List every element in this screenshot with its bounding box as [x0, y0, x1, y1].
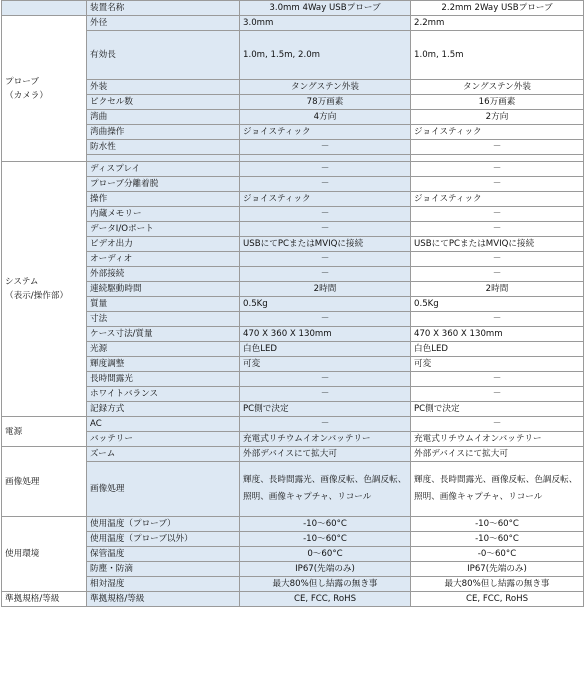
- table-row: [2, 372, 584, 387]
- row-label: 連続駆動時間: [87, 282, 240, 297]
- row-label: 外装: [87, 80, 240, 95]
- row-value-1: 輝度、長時間露光、画像反転、色調反転、照明、画像キャプチャ、リコール: [240, 462, 411, 517]
- row-label: バッテリー: [87, 432, 240, 447]
- row-value-2: －: [411, 140, 584, 155]
- row-value-1: －: [240, 162, 411, 177]
- row-value-2: 1.0m, 1.5m: [411, 31, 584, 80]
- row-value-1: 0～60°C: [240, 547, 411, 562]
- table-row: [2, 237, 584, 252]
- row-label: 準拠規格/等級: [87, 592, 240, 607]
- row-value-2: PC側で決定: [411, 402, 584, 417]
- row-value-1: －: [240, 417, 411, 432]
- row-label: 外径: [87, 16, 240, 31]
- row-value-2: 白色LED: [411, 342, 584, 357]
- row-value-2: 470 X 360 X 130mm: [411, 327, 584, 342]
- table-row: [2, 252, 584, 267]
- row-value-2: －: [411, 372, 584, 387]
- row-value-1: CE, FCC, RoHS: [240, 592, 411, 607]
- table-row: [2, 177, 584, 192]
- row-value-1: －: [240, 207, 411, 222]
- row-value-2: －: [411, 162, 584, 177]
- row-label: 画像処理: [87, 462, 240, 517]
- category-system: システム （表示/操作部）: [2, 162, 87, 417]
- row-value-1: 78万画素: [240, 95, 411, 110]
- row-value-2: 最大80%但し結露の無き事: [411, 577, 584, 592]
- row-value-1: 4方向: [240, 110, 411, 125]
- row-value-1: 白色LED: [240, 342, 411, 357]
- row-value-1: －: [240, 267, 411, 282]
- row-label: 長時間露光: [87, 372, 240, 387]
- row-value-2: －: [411, 417, 584, 432]
- table-row: [2, 297, 584, 312]
- row-value-1: タングステン外装: [240, 80, 411, 95]
- row-value-2: －: [411, 207, 584, 222]
- row-value-1: IP67(先端のみ): [240, 562, 411, 577]
- table-row: [2, 31, 584, 80]
- row-value-2: 16万画素: [411, 95, 584, 110]
- row-label: 質量: [87, 297, 240, 312]
- table-row: [2, 532, 584, 547]
- row-value-2: IP67(先端のみ): [411, 562, 584, 577]
- row-label: 保管温度: [87, 547, 240, 562]
- table-row: [2, 432, 584, 447]
- table-row: [2, 125, 584, 140]
- row-value-1: 470 X 360 X 130mm: [240, 327, 411, 342]
- row-value-1: －: [240, 252, 411, 267]
- table-row: [2, 162, 584, 177]
- row-value-2: ジョイスティック: [411, 192, 584, 207]
- table-row: [2, 207, 584, 222]
- row-label: プローブ分離着脱: [87, 177, 240, 192]
- row-value-1: 充電式リチウムイオンバッテリー: [240, 432, 411, 447]
- row-label: ディスプレイ: [87, 162, 240, 177]
- row-value-1: －: [240, 177, 411, 192]
- row-label: 外部接続: [87, 267, 240, 282]
- row-label: 輝度調整: [87, 357, 240, 372]
- row-value-2: -0～60°C: [411, 547, 584, 562]
- table-row: [2, 387, 584, 402]
- table-row: [2, 517, 584, 532]
- row-value-2: CE, FCC, RoHS: [411, 592, 584, 607]
- row-label: 防水性: [87, 140, 240, 155]
- table-row: [2, 95, 584, 110]
- row-value-1: －: [240, 140, 411, 155]
- header-model-1: 3.0mm 4Way USBプローブ: [240, 1, 411, 16]
- table-row: [2, 110, 584, 125]
- table-row: [2, 282, 584, 297]
- table-row: [2, 417, 584, 432]
- row-value-1: ジョイスティック: [240, 125, 411, 140]
- table-row: [2, 357, 584, 372]
- table-row: [2, 16, 584, 31]
- table-row: [2, 80, 584, 95]
- row-value-1: ジョイスティック: [240, 192, 411, 207]
- table-row: [2, 327, 584, 342]
- row-value-2: 2時間: [411, 282, 584, 297]
- row-value-1: －: [240, 372, 411, 387]
- row-value-1: 最大80%但し結露の無き事: [240, 577, 411, 592]
- row-value-1: －: [240, 387, 411, 402]
- row-value-1: 外部デバイスにて拡大可: [240, 447, 411, 462]
- table-row: [2, 402, 584, 417]
- row-value-2: -10～60°C: [411, 517, 584, 532]
- row-value-2: －: [411, 312, 584, 327]
- category-env: 使用環境: [2, 517, 87, 592]
- row-value-1: －: [240, 222, 411, 237]
- table-row: [2, 312, 584, 327]
- row-value-2: 外部デバイスにて拡大可: [411, 447, 584, 462]
- header-model-2: 2.2mm 2Way USBプローブ: [411, 1, 584, 16]
- row-label: オーディオ: [87, 252, 240, 267]
- row-value-2: －: [411, 252, 584, 267]
- row-value-1: 0.5Kg: [240, 297, 411, 312]
- row-label: 内蔵メモリー: [87, 207, 240, 222]
- row-value-2: 2.2mm: [411, 16, 584, 31]
- table-row: [2, 547, 584, 562]
- row-label: 使用温度（プローブ以外）: [87, 532, 240, 547]
- table-row: [2, 562, 584, 577]
- row-value-2: タングステン外装: [411, 80, 584, 95]
- header-label: 装置名称: [87, 1, 240, 16]
- row-value-2: USBにてPCまたはMVIQに接続: [411, 237, 584, 252]
- row-value-1: -10～60°C: [240, 532, 411, 547]
- row-value-2: －: [411, 177, 584, 192]
- table-row: [2, 592, 584, 607]
- row-value-2: －: [411, 267, 584, 282]
- table-row: [2, 192, 584, 207]
- row-label: ケース寸法/質量: [87, 327, 240, 342]
- row-label: ビデオ出力: [87, 237, 240, 252]
- category-image: 画像処理: [2, 447, 87, 517]
- row-label: データI/Oポート: [87, 222, 240, 237]
- row-value-1: -10～60°C: [240, 517, 411, 532]
- row-label: 操作: [87, 192, 240, 207]
- row-value-2: 0.5Kg: [411, 297, 584, 312]
- table-row: [2, 1, 584, 16]
- row-value-1: 3.0mm: [240, 16, 411, 31]
- table-row: [2, 462, 584, 517]
- table-row: [2, 267, 584, 282]
- spec-table: [1, 0, 584, 607]
- row-label: 有効長: [87, 31, 240, 80]
- table-row: [2, 155, 584, 162]
- row-label: ズーム: [87, 447, 240, 462]
- row-value-1: USBにてPCまたはMVIQに接続: [240, 237, 411, 252]
- row-label: ピクセル数: [87, 95, 240, 110]
- row-value-2: 2方向: [411, 110, 584, 125]
- row-label: 相対湿度: [87, 577, 240, 592]
- row-value-1: 2時間: [240, 282, 411, 297]
- row-value-2: 可変: [411, 357, 584, 372]
- table-row: [2, 577, 584, 592]
- row-label: AC: [87, 417, 240, 432]
- row-label: 湾曲操作: [87, 125, 240, 140]
- table-row: [2, 447, 584, 462]
- row-value-1: 1.0m, 1.5m, 2.0m: [240, 31, 411, 80]
- row-label: ホワイトバランス: [87, 387, 240, 402]
- row-label: 防塵・防滴: [87, 562, 240, 577]
- row-value-1: －: [240, 312, 411, 327]
- row-value-2: －: [411, 387, 584, 402]
- row-label: 記録方式: [87, 402, 240, 417]
- category-power: 電源: [2, 417, 87, 447]
- table-row: [2, 222, 584, 237]
- row-value-1: 可変: [240, 357, 411, 372]
- row-value-2: ジョイスティック: [411, 125, 584, 140]
- table-row: [2, 140, 584, 155]
- category-standard: 準拠規格/等級: [2, 592, 87, 607]
- row-label: 寸法: [87, 312, 240, 327]
- row-label: 使用温度（プローブ）: [87, 517, 240, 532]
- category-probe: プローブ （カメラ）: [2, 16, 87, 162]
- row-value-2: －: [411, 222, 584, 237]
- row-value-2: 輝度、長時間露光、画像反転、色調反転、照明、画像キャプチャ、リコール: [411, 462, 584, 517]
- row-label: 光源: [87, 342, 240, 357]
- row-value-1: PC側で決定: [240, 402, 411, 417]
- row-value-2: 充電式リチウムイオンバッテリー: [411, 432, 584, 447]
- table-row: [2, 342, 584, 357]
- row-value-2: -10～60°C: [411, 532, 584, 547]
- row-label: 湾曲: [87, 110, 240, 125]
